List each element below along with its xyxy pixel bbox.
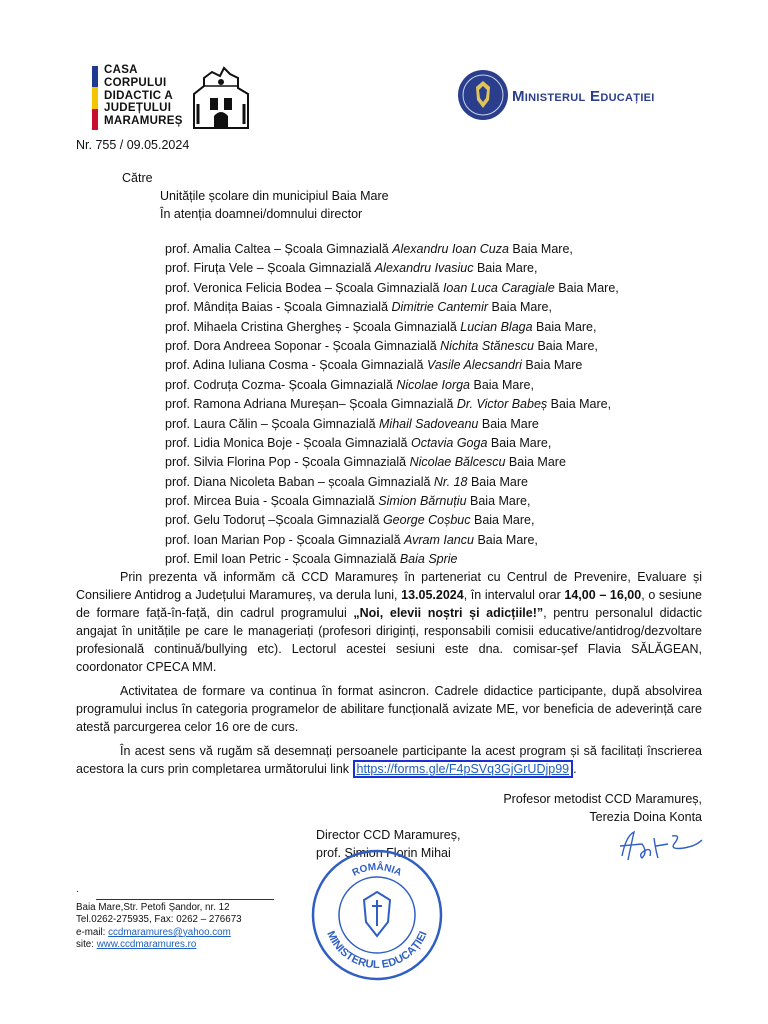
footer-site-row: site: www.ccdmaramures.ro — [76, 939, 197, 951]
stamp-bottom-text: MINISTERUL EDUCAȚIEI — [324, 929, 430, 972]
list-item: prof. Mândița Baias - Școala Gimnazială Dimitrie Cantemir Baia Mare, — [165, 300, 552, 315]
director-title: Director CCD Maramureș, — [316, 828, 461, 842]
list-item: prof. Laura Călin – Școala Gimnazială Mihail Sadoveanu Baia Mare — [165, 416, 539, 431]
footer-contact — [76, 902, 242, 952]
romanian-flag-bar — [92, 66, 98, 130]
list-item: prof. Lidia Monica Boje - Școala Gimnazială Octavia Goga Baia Mare, — [165, 435, 552, 450]
footer-email-row: e-mail: ccdmaramures@yahoo.com — [76, 926, 231, 938]
list-item: prof. Dora Andreea Soponar - Școala Gimnazială Nichita Stănescu Baia Mare, — [165, 338, 598, 353]
list-item: prof. Emil Ioan Petric - Școala Gimnazială Baia Sprie — [165, 552, 458, 567]
list-item: prof. Veronica Felicia Bodea – Școala Gimnazială Ioan Luca Caragiale Baia Mare, — [165, 280, 619, 295]
recipient-line-1: Unitățile școlare din municipiul Baia Mare — [160, 189, 389, 203]
list-item: prof. Gelu Todoruț –Școala Gimnazială George Coșbuc Baia Mare, — [165, 513, 535, 528]
ccd-name-line-5: MARAMUREȘ — [104, 115, 183, 128]
footer-email-link[interactable]: ccdmaramures@yahoo.com — [108, 926, 231, 938]
footer-phone: Tel.0262-275935, Fax: 0262 – 276673 — [76, 914, 242, 926]
teacher-list — [165, 240, 619, 570]
ccd-name-line-3: DIDACTIC A — [104, 89, 174, 102]
ministry-seal-icon — [456, 68, 510, 122]
director-name: prof. Simion Florin Mihai — [316, 846, 451, 860]
methodist-name: Terezia Doina Konta — [589, 810, 702, 824]
stamp-ring-text: ROMÂNIA — [350, 861, 404, 879]
list-item: prof. Mihaela Cristina Ghergheș - Școala Gimnazială Lucian Blaga Baia Mare, — [165, 319, 597, 334]
paragraph-registration: În acest sens vă rugăm să desemnați persoanele participante la acest program și să facilitați înscrierea acestora la curs prin completarea următorului link https://forms.gle/F4pSVq3GjGrUDjp99 . — [76, 744, 702, 776]
ccd-institution-name — [104, 64, 183, 128]
paragraph-async-training: Activitatea de formare va continua în format asincron. Cadrele didactice participante, după absolvirea programului inclus în categoria programelor de abilitare funcțională avizate ME, vor beneficia de adeverință care atestă parcurgerea celor 16 ore de curs. — [76, 684, 702, 734]
official-stamp-icon — [310, 848, 444, 982]
list-item: prof. Codruța Cozma- Școala Gimnazială Nicolae Iorga Baia Mare, — [165, 377, 534, 392]
ministry-name: Ministerul Educației — [512, 88, 655, 105]
footer-address: Baia Mare,Str. Petofi Șandor, nr. 12 — [76, 902, 230, 913]
ccd-name-line-1: CASA — [104, 64, 138, 76]
paragraph-announcement: Prin prezenta vă informăm că CCD Maramureș în parteneriat cu Centrul de Prevenire, Evaluare și Consiliere Antidrog a Județului Maramureș, va derula luni, 13.05.2024, în intervalul orar 14,00 – 16,00, o sesiune de formare față-în-față, din cadrul programului „Noi, elevii noștri și adicțiile!”, pentru personalul didactic angajat în unitățile pe care le manageriați (profesori diriginți, responsabili comisii educative/antidrog/dezvoltare profesională continuă/bullying etc). Lectorul acestei sesiuni este dna. comisar-șef Flavia SĂLĂGEAN, coordonator CPECA MM. — [76, 570, 702, 674]
ccd-name-line-2: CORPULUI — [104, 76, 167, 89]
methodist-title: Profesor metodist CCD Maramureș, — [503, 792, 702, 806]
program-name: „Noi, elevii noștri și adicțiile!” — [353, 606, 544, 620]
ccd-building-logo-icon — [190, 64, 252, 132]
list-item: prof. Firuța Vele – Școala Gimnazială Alexandru Ivasiuc Baia Mare, — [165, 261, 538, 276]
list-item: prof. Mircea Buia - Școala Gimnazială Simion Bărnuțiu Baia Mare, — [165, 494, 531, 509]
ccd-name-line-4: JUDEȚULUI — [104, 102, 172, 115]
registration-form-link[interactable]: https://forms.gle/F4pSVq3GjGrUDjp99 — [353, 760, 574, 778]
footer-marker: . — [76, 884, 79, 895]
session-time: 14,00 – 16,00 — [564, 588, 642, 602]
list-item: prof. Adina Iuliana Cosma - Școala Gimnazială Vasile Alecsandri Baia Mare — [165, 358, 583, 373]
registration-number: Nr. 755 / 09.05.2024 — [76, 138, 190, 152]
handwritten-signature-icon — [612, 826, 708, 866]
list-item: prof. Silvia Florina Pop - Școala Gimnazială Nicolae Bălcescu Baia Mare — [165, 455, 566, 470]
list-item: prof. Ioan Marian Pop - Școala Gimnazială Avram Iancu Baia Mare, — [165, 532, 538, 547]
to-label: Către — [122, 171, 153, 185]
recipient-line-2: În atenția doamnei/domnului director — [160, 207, 363, 221]
list-item: prof. Ramona Adriana Mureșan– Școala Gimnazială Dr. Victor Babeș Baia Mare, — [165, 397, 612, 412]
footer-site-link[interactable]: www.ccdmaramures.ro — [96, 939, 197, 951]
list-item: prof. Diana Nicoleta Baban – școala Gimnazială Nr. 18 Baia Mare — [165, 474, 528, 489]
list-item: prof. Amalia Caltea – Școala Gimnazială Alexandru Ioan Cuza Baia Mare, — [165, 242, 573, 256]
methodist-signature-block — [502, 790, 702, 826]
footer-divider — [96, 899, 274, 900]
session-date: 13.05.2024 — [401, 588, 464, 602]
